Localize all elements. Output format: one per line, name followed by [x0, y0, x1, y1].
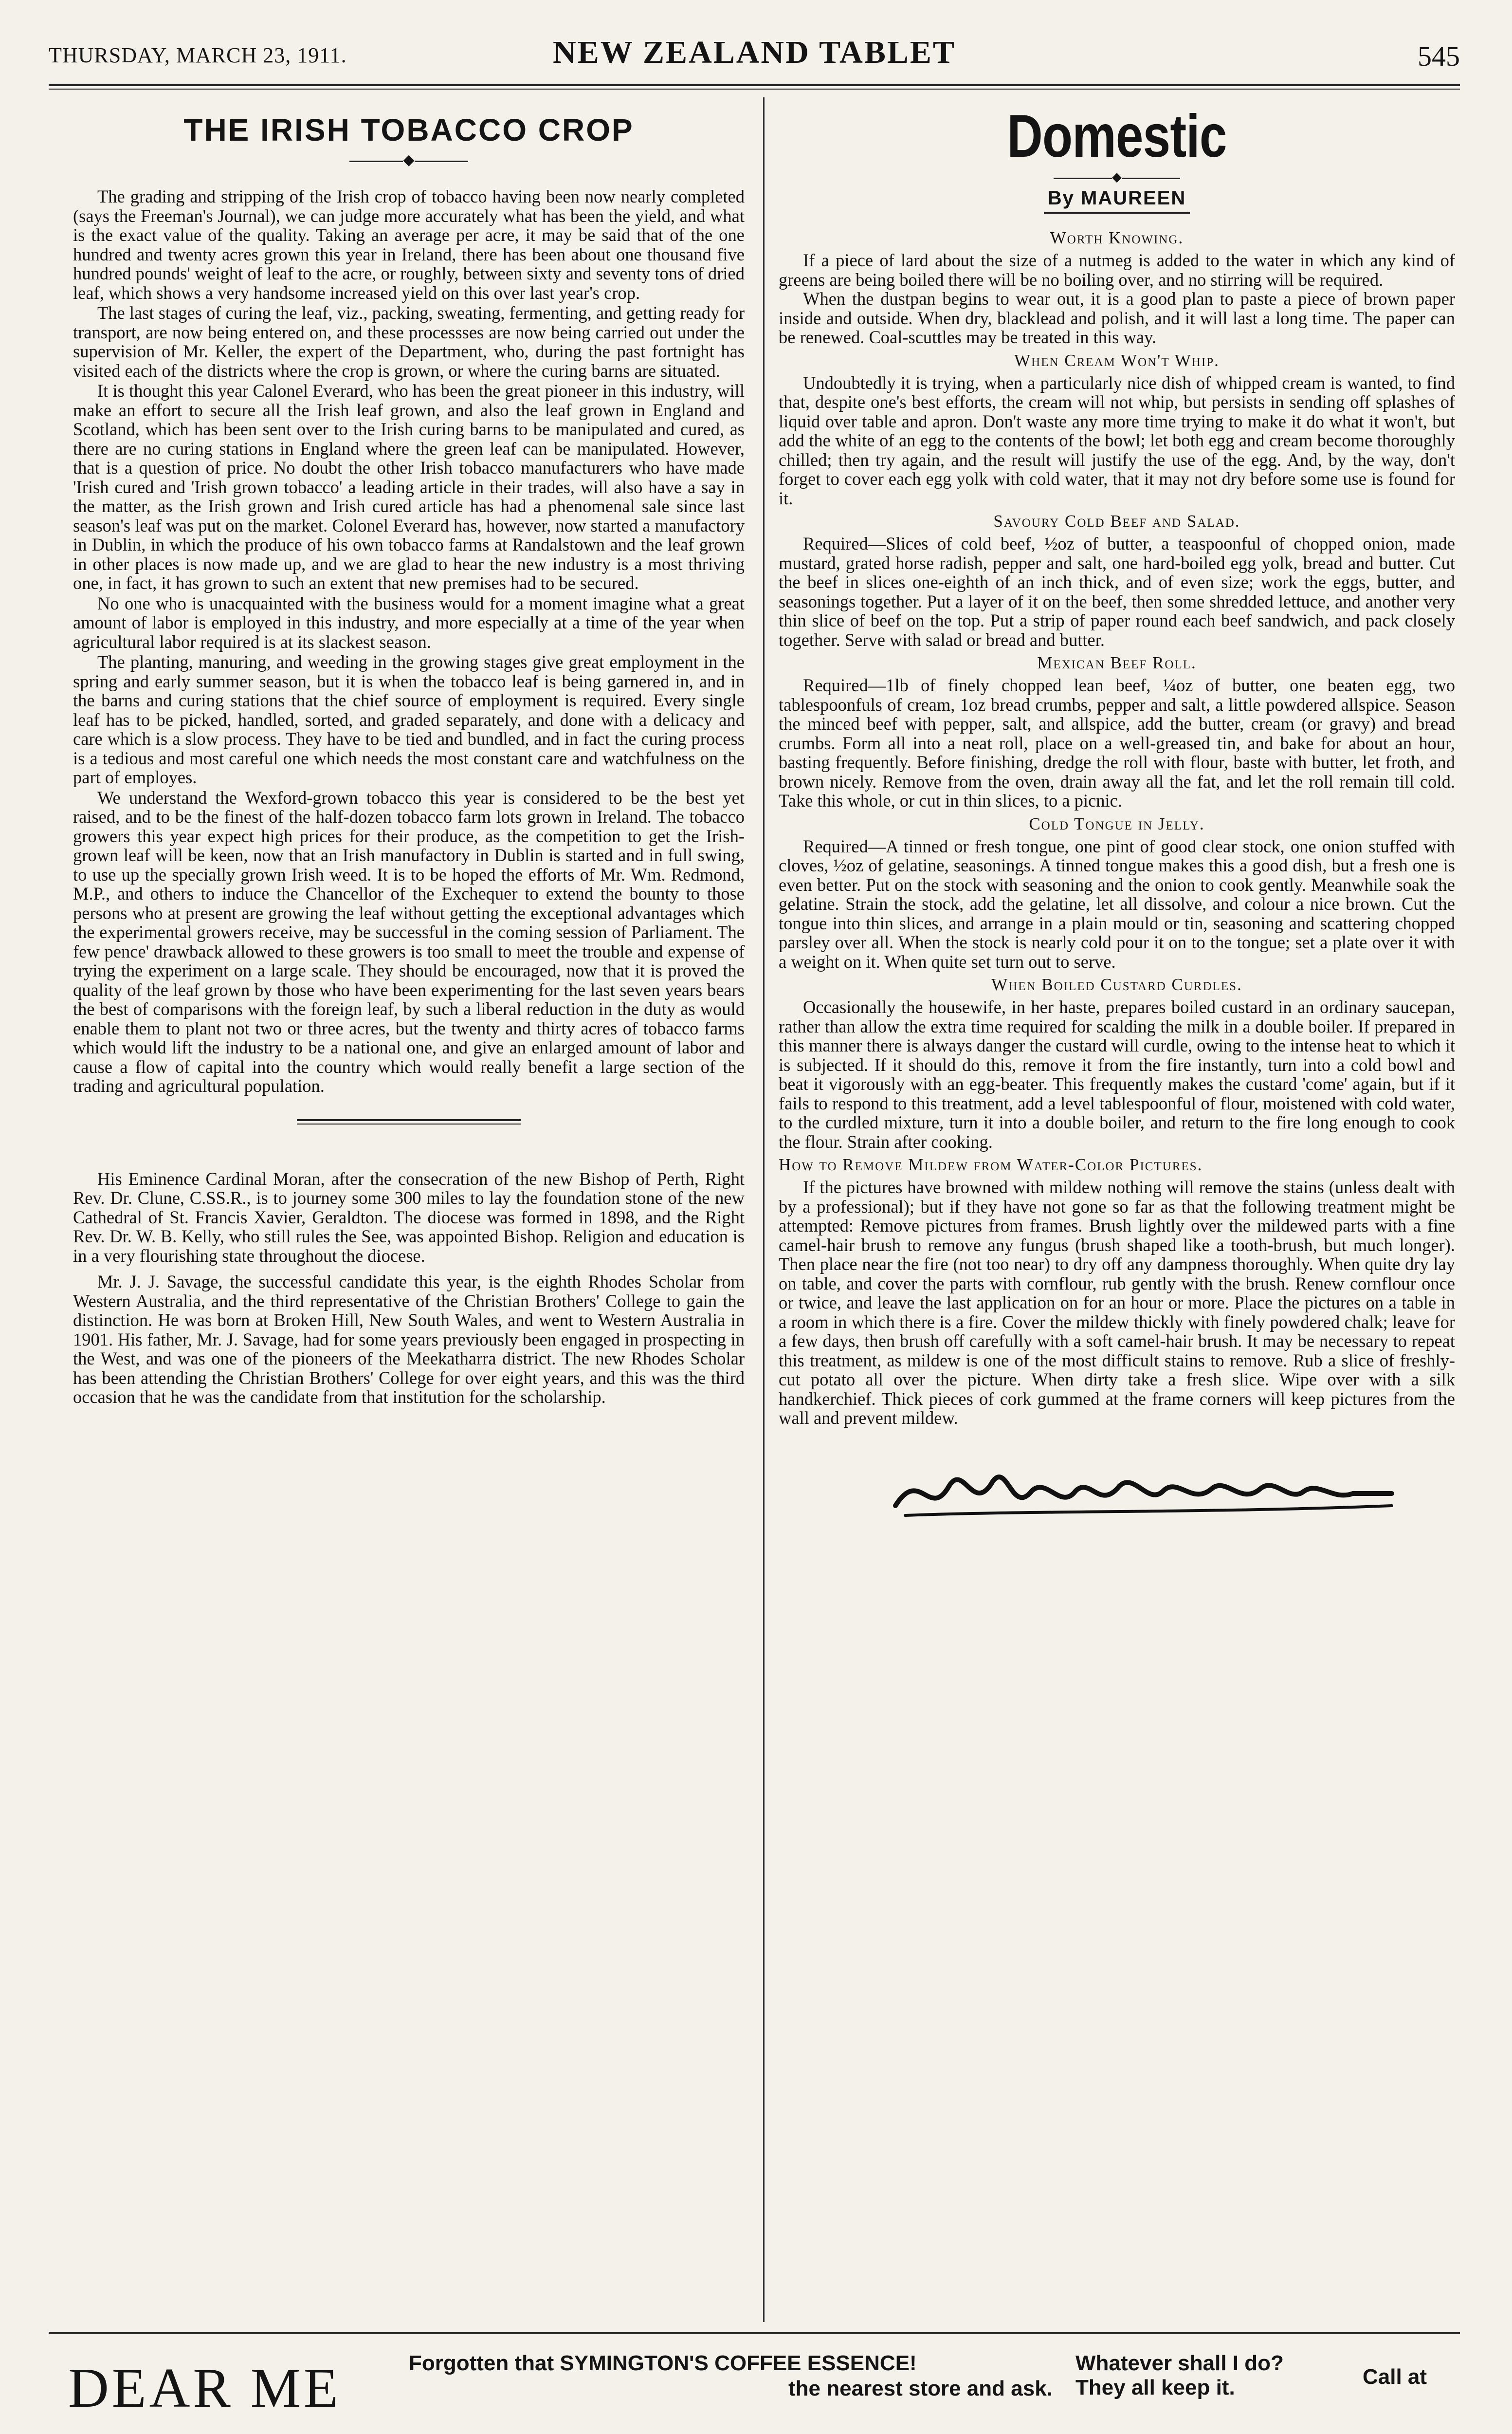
ad-line-3: Whatever shall I do? They all keep it.	[1075, 2351, 1284, 2399]
right-column	[779, 105, 1455, 1532]
article-paragraph: The last stages of curing the leaf, viz., packing, sweating, fermenting, and getting ready for transport, are now being entered on, and these processses are now being carried out under the supervision of Mr. Keller, the expert of the Department, who, during the past fortnight has visited each of the districts where the crop is grown, or where the curing barns are situated.	[73, 303, 745, 381]
advertisement	[49, 2342, 1460, 2434]
header-rule	[49, 84, 1460, 86]
maureen-signature	[876, 1447, 1411, 1530]
title-ornament: ◆	[73, 153, 745, 167]
column-divider	[763, 97, 765, 2322]
recipe-heading: Savoury Cold Beef and Salad.	[993, 512, 1240, 531]
news-note: Mr. J. J. Savage, the successful candidate this year, is the eighth Rhodes Scholar from Western Australia, and the third representative of the Christian Brothers' College to gain the distinction. He was born at Broken Hill, New South Wales, and went to Western Australia in 1901. His father, Mr. J. Savage, had for some years previously been engaged in prospecting in the West, and was one of the pioneers of the Meekatharra district. The new Rhodes Scholar has been attending the Christian Brothers' College for over eight years, and this was the third occasion that he was the candidate from that institution for the scholarship.	[73, 1272, 745, 1407]
recipe-paragraph: If a piece of lard about the size of a nutmeg is added to the water in which any kind of greens are being boiled there will be no boiling over, and no stirring will be required.	[779, 250, 1455, 290]
recipe-heading: How to Remove Mildew from Water-Color Pictures.	[779, 1155, 1203, 1174]
article-paragraph: The grading and stripping of the Irish crop of tobacco having been now nearly completed (says the Freeman's Journal), we can judge more accurately what has been the yield, and what is the exact value of the quality. Taking an average per acre, it may be said that of the one hundred and twenty acres grown this year in Ireland, there has been about one thousand five hundred pounds' weight of leaf to the acre, or roughly, between sixty and seventy tons of dried leaf, which shows a very handsome increased yield on this over last year's crop.	[73, 186, 745, 303]
recipe-paragraph: Undoubtedly it is trying, when a particularly nice dish of whipped cream is wanted, to find that, despite one's best efforts, the cream will not whip, but persists in sending off splashes of liquid over table and apron. Don't waste any more time trying to make it do what it won't, but add the white of an egg to the contents of the bowl; let both egg and cream become thoroughly chilled; then try again, and the result will justify the use of the egg. And, by the way, don't forget to cover each egg yolk with cold water, that it may not dry before some use is found for it.	[779, 372, 1455, 508]
recipe-paragraph: Occasionally the housewife, in her haste, prepares boiled custard in an ordinary saucepan, rather than allow the extra time required for scalding the milk in a double boiler. If prepared in this manner there is always danger the custard will curdle, owing to the intense heat to which it is subjected. If it should do this, remove it from the fire instantly, turn into a cold bowl and beat it vigorously with an egg-beater. This frequently makes the custard 'come' again, but if it fails to respond to this treatment, add a level tablespoonful of flour, moistened with cold water, to the curdled mixture, turn it into a double boiler, and return to the fire long enough to cook the flour. Strain after cooking.	[779, 997, 1455, 1152]
recipe-paragraph: Required—1lb of finely chopped lean beef, ¼oz of butter, one beaten egg, two tablespoonfuls of cream, 1oz bread crumbs, pepper and salt, a little powdered allspice. Season the minced beef with pepper, salt, and allspice, add the butter, cream (or gravy) and bread crumbs. Form all into a neat roll, place on a well-greased tin, and bake for about an hour, basting frequently. Before finishing, dredge the roll with flour, baste with butter, let froth, and brown nicely. Remove from the oven, drain away all the fat, and let the roll remain till cold. Take this whole, or cut in thin slices, to a picnic.	[779, 675, 1455, 811]
recipe-heading: Worth Knowing.	[1050, 228, 1184, 247]
recipe-paragraph: When the dustpan begins to wear out, it is a good plan to paste a piece of brown paper inside and outside. When dry, blacklead and polish, and it will last a long time. The paper can be renewed. Coal-scuttles may be treated in this way.	[779, 289, 1455, 347]
recipe-heading: Mexican Beef Roll.	[1037, 653, 1197, 672]
article-paragraph: No one who is unacquainted with the business would for a moment imagine what a great amount of labor is employed in this industry, and more especially at a time of the year when agricultural labor required is at its slackest season.	[73, 593, 745, 652]
news-note: His Eminence Cardinal Moran, after the consecration of the new Bishop of Perth, Right Rev. Dr. Clune, C.SS.R., is to journey some 300 miles to lay the foundation stone of the new Cathedral of St. Francis Xavier, Geraldton. The diocese was formed in 1898, and the Right Rev. Dr. W. B. Kelly, who still rules the See, was appointed Bishop. Religion and education is in a very flourishing state throughout the diocese.	[73, 1168, 745, 1266]
article-paragraph: We understand the Wexford-grown tobacco this year is considered to be the best yet raised, and to be the finest of the half-dozen tobacco farm lots grown in Ireland. The tobacco growers this year expect high prices for their produce, as the competition to get the Irish-grown leaf will be keen, now that an Irish manufactory in Dublin is started and in full swing, to use up the specially grown Irish weed. It is to be hoped the efforts of Mr. Wm. Redmond, M.P., and others to induce the Chancellor of the Exchequer to extend the bounty to those persons who at present are growing the leaf without getting the exceptional advantages which the experimental growers receive, may be successful in the coming session of Parliament. The few pence' drawback allowed to these growers is too small to meet the trouble and expense of trying the experiment on a large scale. They should be encouraged, now that it is proved the quality of the leaf grown by those who have been experimenting for the last seven years bears the best of comparisons with the foreign leaf, by such a liberal reduction in the duty as would enable them to plant not two or three acres, but the twenty and thirty acres of tobacco farms which would lift the industry to be a national one, and give an enlarged amount of labor and cause a flow of capital into the country which would really benefit a large section of the trading and agricultural population.	[73, 787, 745, 1096]
article-paragraph: The planting, manuring, and weeding in the growing stages give great employment in the spring and early summer season, but it is when the tobacco leaf is being garnered in, and in the barns and curing stations that the chief source of employment is required. Every single leaf has to be picked, handled, sorted, and graded separately, and done with a delicacy and care which is a slow process. They have to be tied and bundled, and in fact the curing process is a tedious and most careful one which needs the most constant care and watchfulness on the part of employes.	[73, 652, 745, 787]
recipe-paragraph: If the pictures have browned with mildew nothing will remove the stains (unless dealt with by a professional); but if they have not gone so far as that the following treatment might be attempted: Remove pictures from frames. Brush lightly over the mildewed parts with a fine camel-hair brush to remove any fungus (brush shaped like a tooth-brush, but much longer). Then place near the fire (not too near) to dry off any dampness thoroughly. When quite dry lay on table, and cover the parts with cornflour, rub gently with the brush. Renew cornflour once or twice, and leave the last application on for an hour or more. Place the pictures on a table in a room in which there is a fire. Cover the mildew thickly with finely powdered chalk; leave for a few days, then brush off carefully with a soft camel-hair brush. It may be necessary to repeat this treatment, as mildew is one of the most difficult stains to remove. Rub a slice of freshly-cut potato all over the picture. When dirty take a fresh slice. Wipe over with a silk handkerchief. Thick pieces of cork gummed at the frame corners will keep pictures from the wall and prevent mildew.	[779, 1177, 1455, 1428]
byline-ornament: ◆	[779, 171, 1455, 184]
header-rule-thin	[49, 89, 1460, 90]
page-number: 545	[1418, 40, 1460, 72]
section-separator	[297, 1119, 521, 1125]
left-column	[73, 112, 745, 1407]
masthead: NEW ZEALAND TABLET	[553, 35, 956, 70]
article-paragraph: It is thought this year Calonel Everard, who has been the great pioneer in this industry, will make an effort to secure all the Irish leaf grown, and also the leaf grown in England and Scotland, which has been sent over to the Irish curing barns to be manipulated and cured, as there are no curing stations in England where the green leaf can be manipulated. However, that is a question of price. No doubt the other Irish tobacco manufacturers who have made 'Irish cured and 'Irish grown tobacco' a leading article in their trades, will also have a say in the matter, as the Irish grown and Irish cured article has had a phenomenal sale since last season's leaf was put on the market. Colonel Everard has, however, now started a manufactory in Dublin, in which the produce of his own tobacco farms at Randalstown and the leaf grown in other places is now made up, and we are glad to hear the new industry is a most thriving one, in fact, it has grown to such an extent that new premises had to be secured.	[73, 381, 745, 593]
page-header	[49, 34, 1460, 78]
recipe-heading: When Cream Won't Whip.	[1014, 350, 1220, 370]
ad-headline: DEAR ME	[68, 2357, 341, 2419]
ad-line-1: Forgotten that SYMINGTON'S COFFEE ESSENCE!	[409, 2351, 917, 2375]
recipe-paragraph: Required—Slices of cold beef, ½oz of butter, a teaspoonful of chopped onion, made mustard, grated horse radish, pepper and salt, one hard-boiled egg yolk, bread and butter. Cut the beef in slices one-eighth of an inch thick, and of even size; work the eggs, butter, and seasonings together. Put a layer of it on the beef, then some shredded lettuce, and another very thin slice of beef on the top. Put a strip of paper round each beef sandwich, and pack closely together. Serve with salad or bread and butter.	[779, 534, 1455, 650]
byline: By MAUREEN	[1047, 187, 1186, 209]
issue-date: THURSDAY, MARCH 23, 1911.	[49, 43, 347, 67]
recipe-heading: When Boiled Custard Curdles.	[991, 975, 1242, 994]
article-title: THE IRISH TOBACCO CROP	[183, 112, 634, 148]
byline-rule	[1044, 212, 1190, 214]
section-title: Domestic	[1007, 103, 1227, 170]
recipe-heading: Cold Tongue in Jelly.	[1029, 814, 1205, 833]
ad-line-4: Call at	[1363, 2365, 1427, 2389]
advert-rule	[49, 2332, 1460, 2334]
ad-line-2: the nearest store and ask.	[788, 2377, 1053, 2400]
recipe-paragraph: Required—A tinned or fresh tongue, one pint of good clear stock, one onion stuffed with cloves, ½oz of gelatine, seasonings. A tinned tongue makes this a good dish, but a fresh one is even better. Put on the stock with seasoning and the onion to cook gently. Meanwhile soak the gelatine. Strain the stock, add the gelatine, let all dissolve, and colour a nice brown. Cut the tongue into thin slices, and arrange in a plain mould or tin, seasoning and scattering chopped parsley over all. When the stock is nearly cold pour it on to the tongue; set a plate over it with a weight on it. When quite set turn out to serve.	[779, 836, 1455, 972]
